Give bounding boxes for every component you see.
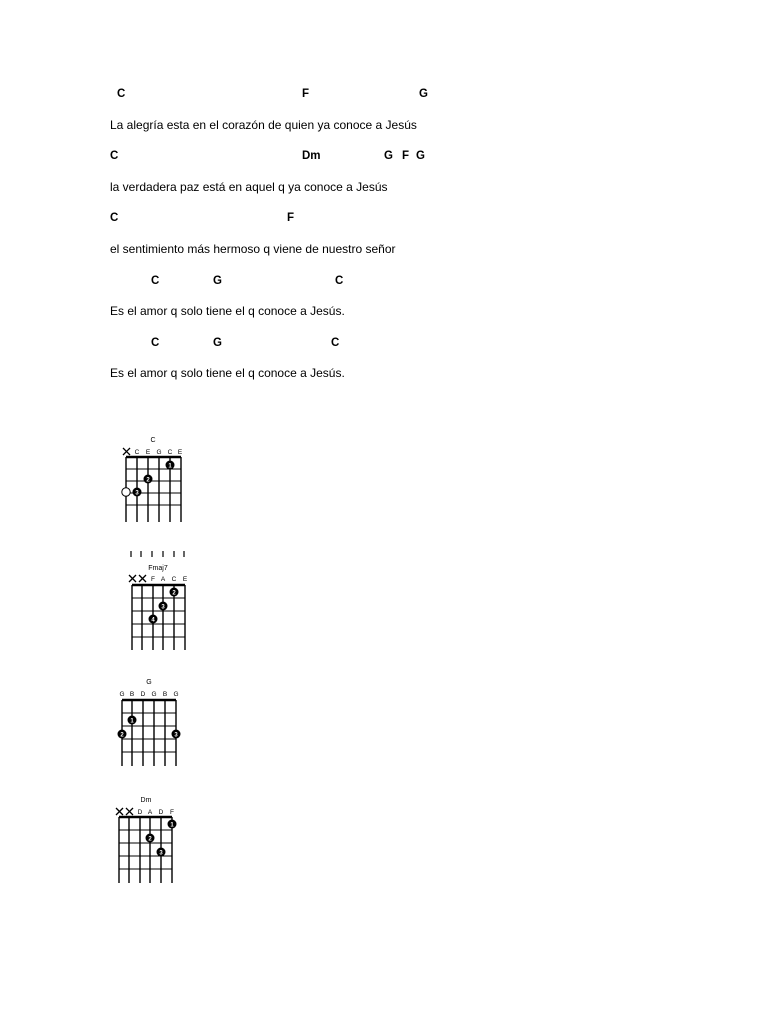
string-label: G (156, 449, 162, 456)
string-label: E (182, 576, 188, 583)
string-labels (119, 691, 178, 698)
mute-marks (116, 808, 133, 815)
string-label: E (145, 449, 151, 456)
finger-number: 1 (170, 822, 174, 829)
finger-dot (159, 602, 168, 611)
diagram-title: Fmaj7 (148, 565, 168, 572)
string-label: C (171, 576, 177, 583)
chord: F (402, 150, 410, 162)
chord-diagram-g-svg (114, 676, 194, 772)
chord: F (287, 212, 295, 224)
lyric-line-2: la verdadera paz está en aquel q ya conoce a Jesús (110, 180, 388, 194)
string-label: G (119, 691, 125, 698)
string-labels (151, 576, 188, 583)
chord: Dm (302, 150, 321, 162)
chord-line-5 (0, 336, 520, 350)
chord: C (110, 212, 119, 224)
string-label: A (147, 809, 153, 816)
finger-number: 2 (172, 590, 176, 597)
chord: G (213, 275, 222, 287)
mute-marks (129, 575, 146, 582)
chord: C (117, 88, 126, 100)
finger-dot (157, 848, 166, 857)
optional-finger-dot (122, 488, 130, 496)
string-label: F (170, 809, 174, 816)
chord: C (151, 275, 160, 287)
chord: C (110, 150, 119, 162)
finger-number: 3 (135, 490, 139, 497)
lyric-line-4: Es el amor q solo tiene el q conoce a Jesús. (110, 304, 345, 318)
string-label: G (151, 691, 157, 698)
chord: G (419, 88, 428, 100)
finger-dot (146, 834, 155, 843)
finger-number: 3 (161, 604, 165, 611)
finger-dot (118, 730, 127, 739)
diagram-title: Dm (140, 797, 152, 804)
string-ticks-svg (124, 549, 194, 559)
chord-diagram-c (112, 432, 202, 533)
string-label: C (134, 449, 140, 456)
chord-diagram-c-svg (112, 432, 202, 528)
string-label: D (140, 691, 146, 698)
chord-line-2 (0, 149, 520, 163)
chord: C (151, 337, 160, 349)
finger-dot (128, 716, 137, 725)
chord: C (335, 275, 344, 287)
chord: G (213, 337, 222, 349)
finger-number: 2 (146, 477, 150, 484)
finger-number: 3 (174, 732, 178, 739)
string-label: A (160, 576, 166, 583)
string-labels (135, 449, 183, 456)
finger-number: 1 (168, 463, 172, 470)
chord: G (384, 150, 393, 162)
finger-dot (149, 615, 158, 624)
finger-dot (144, 475, 153, 484)
lyric-line-1: La alegría esta en el corazón de quien ya conoce a Jesús (110, 118, 417, 132)
mute-marks (123, 448, 130, 455)
chord-diagram-g (114, 676, 194, 777)
finger-number: 2 (148, 836, 152, 843)
lyric-line-5: Es el amor q solo tiene el q conoce a Jesús. (110, 366, 345, 380)
string-labels (138, 809, 174, 816)
string-label: D (158, 809, 164, 816)
diagram-title: C (150, 437, 156, 444)
finger-dot (170, 588, 179, 597)
diagram-title: G (146, 679, 152, 686)
chord-diagram-fmaj7 (120, 562, 200, 659)
string-label: C (167, 449, 173, 456)
chord-diagram-dm-svg (112, 792, 192, 888)
finger-dot (172, 730, 181, 739)
finger-dot (168, 820, 177, 829)
string-label: B (129, 691, 135, 698)
finger-number: 2 (120, 732, 124, 739)
chord: C (331, 337, 340, 349)
string-label: F (151, 576, 155, 583)
finger-number: 4 (151, 617, 155, 624)
finger-dot (166, 461, 175, 470)
string-label: B (162, 691, 168, 698)
fretboard (122, 700, 176, 766)
finger-number: 3 (159, 850, 163, 857)
finger-dot (133, 488, 142, 497)
chord-line-1 (0, 87, 520, 101)
chord-line-4 (0, 274, 520, 288)
finger-number: 1 (130, 718, 134, 725)
string-label: D (137, 809, 143, 816)
chord-diagram-dm (112, 792, 192, 893)
chord: G (416, 150, 425, 162)
string-label: E (177, 449, 183, 456)
lyric-line-3: el sentimiento más hermoso q viene de nuestro señor (110, 242, 396, 256)
string-ticks (131, 551, 184, 557)
chord-diagram-fmaj7-svg (120, 562, 200, 654)
chord-line-3 (0, 211, 520, 225)
chord: F (302, 88, 310, 100)
string-label: G (173, 691, 179, 698)
